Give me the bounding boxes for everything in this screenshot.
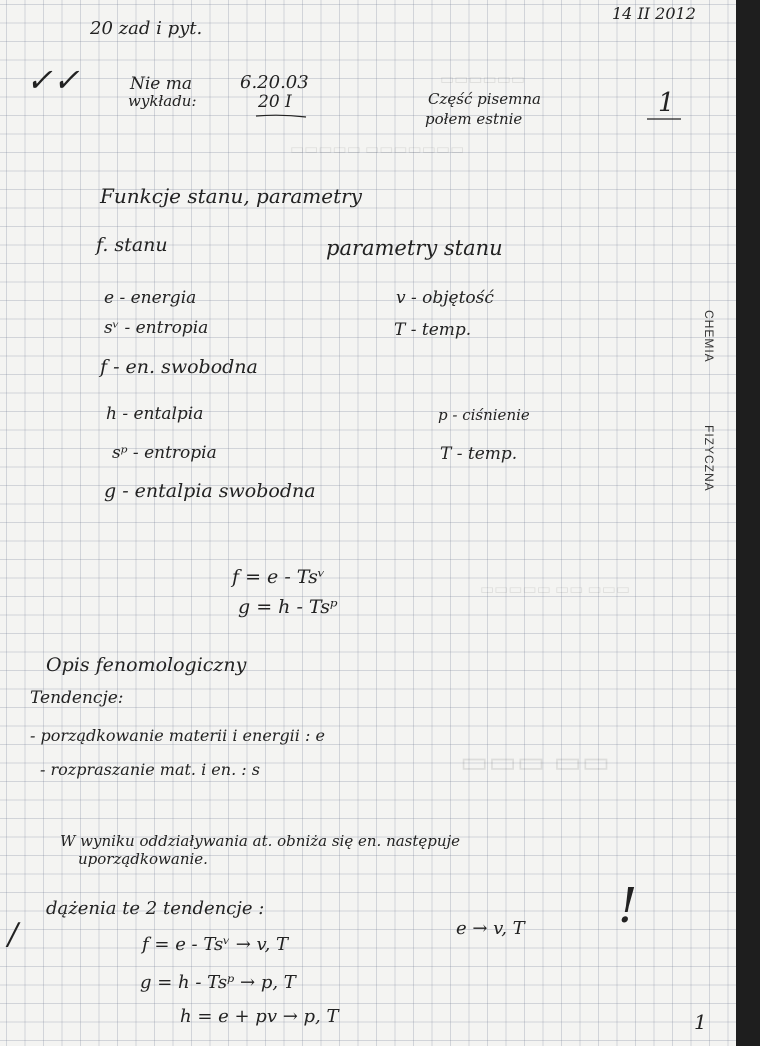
param-item: p - ciśnienie <box>438 406 530 424</box>
side-label-fizyczna: FIZYCZNA <box>702 425 716 492</box>
check-mark: ✓✓ <box>26 61 80 99</box>
function-item: f - en. swobodna <box>100 356 258 378</box>
param-item: T - temp. <box>440 444 518 464</box>
equation-f: f = e - Tsᵛ <box>232 566 325 588</box>
bleed-through-1: ▭▭▭▭▭▭ <box>440 71 526 88</box>
exclamation-mark: ! <box>618 878 638 934</box>
functions-heading: f. stanu <box>96 234 168 256</box>
bleed-through-4: ▭▭▭ ▭▭ <box>460 746 611 779</box>
top-note: 20 zad i pyt. <box>90 18 203 39</box>
function-item: g - entalpia swobodna <box>104 480 316 502</box>
params-heading: parametry stanu <box>326 236 503 260</box>
section-title: Funkcje stanu, parametry <box>100 184 362 208</box>
scan-dark-edge <box>736 0 760 1046</box>
interaction-line-2: uporządkowanie. <box>78 850 208 868</box>
side-label-chemia: CHEMIA <box>702 310 716 363</box>
bleed-through-3: ▭▭▭▭▭ ▭▭ ▭▭▭ <box>480 581 631 598</box>
page-number-underline <box>645 116 683 122</box>
written-part-line1: Część pisemna <box>428 90 541 108</box>
tendencies-heading: Tendencje: <box>30 688 124 708</box>
tendency-item: - rozpraszanie mat. i en. : s <box>40 760 260 779</box>
relation-g: g = h - Tsᵖ → p, T <box>140 972 296 993</box>
lecture-date: 20 I <box>258 92 292 112</box>
equation-g: g = h - Tsᵖ <box>238 596 338 618</box>
function-item: e - energia <box>104 288 197 308</box>
lecture-label: wykładu: <box>128 92 197 110</box>
param-item: T - temp. <box>394 320 472 340</box>
page-date: 14 II 2012 <box>612 4 696 23</box>
description-heading: Opis fenomologiczny <box>46 654 247 676</box>
function-item: h - entalpia <box>106 404 204 424</box>
interaction-line-1: W wyniku oddziaływania at. obniża się en. następuje <box>60 832 461 850</box>
param-item: v - objętość <box>396 288 494 308</box>
bleed-through-2: ▭▭▭▭▭ ▭▭▭▭▭▭▭ <box>290 141 465 158</box>
side-relation: e → v, T <box>456 918 525 939</box>
lecture-date-underline <box>254 113 308 119</box>
tendencies-line: dążenia te 2 tendencje : <box>46 898 265 919</box>
absent-date: 6.20.03 <box>240 72 309 93</box>
page-number-top: 1 <box>658 88 675 118</box>
page-number-bottom: 1 <box>694 1010 707 1034</box>
relation-h: h = e + pv → p, T <box>180 1006 339 1027</box>
tendency-item: - porządkowanie materii i energii : e <box>30 726 325 745</box>
function-item: sᵖ - entropia <box>112 443 217 463</box>
left-margin-mark: / <box>8 917 19 952</box>
absent-label: Nie ma <box>130 74 193 94</box>
function-item: sᵛ - entropia <box>104 318 209 338</box>
written-part-line2: połem estnie <box>425 110 523 128</box>
relation-f: f = e - Tsᵛ → v, T <box>142 934 289 955</box>
